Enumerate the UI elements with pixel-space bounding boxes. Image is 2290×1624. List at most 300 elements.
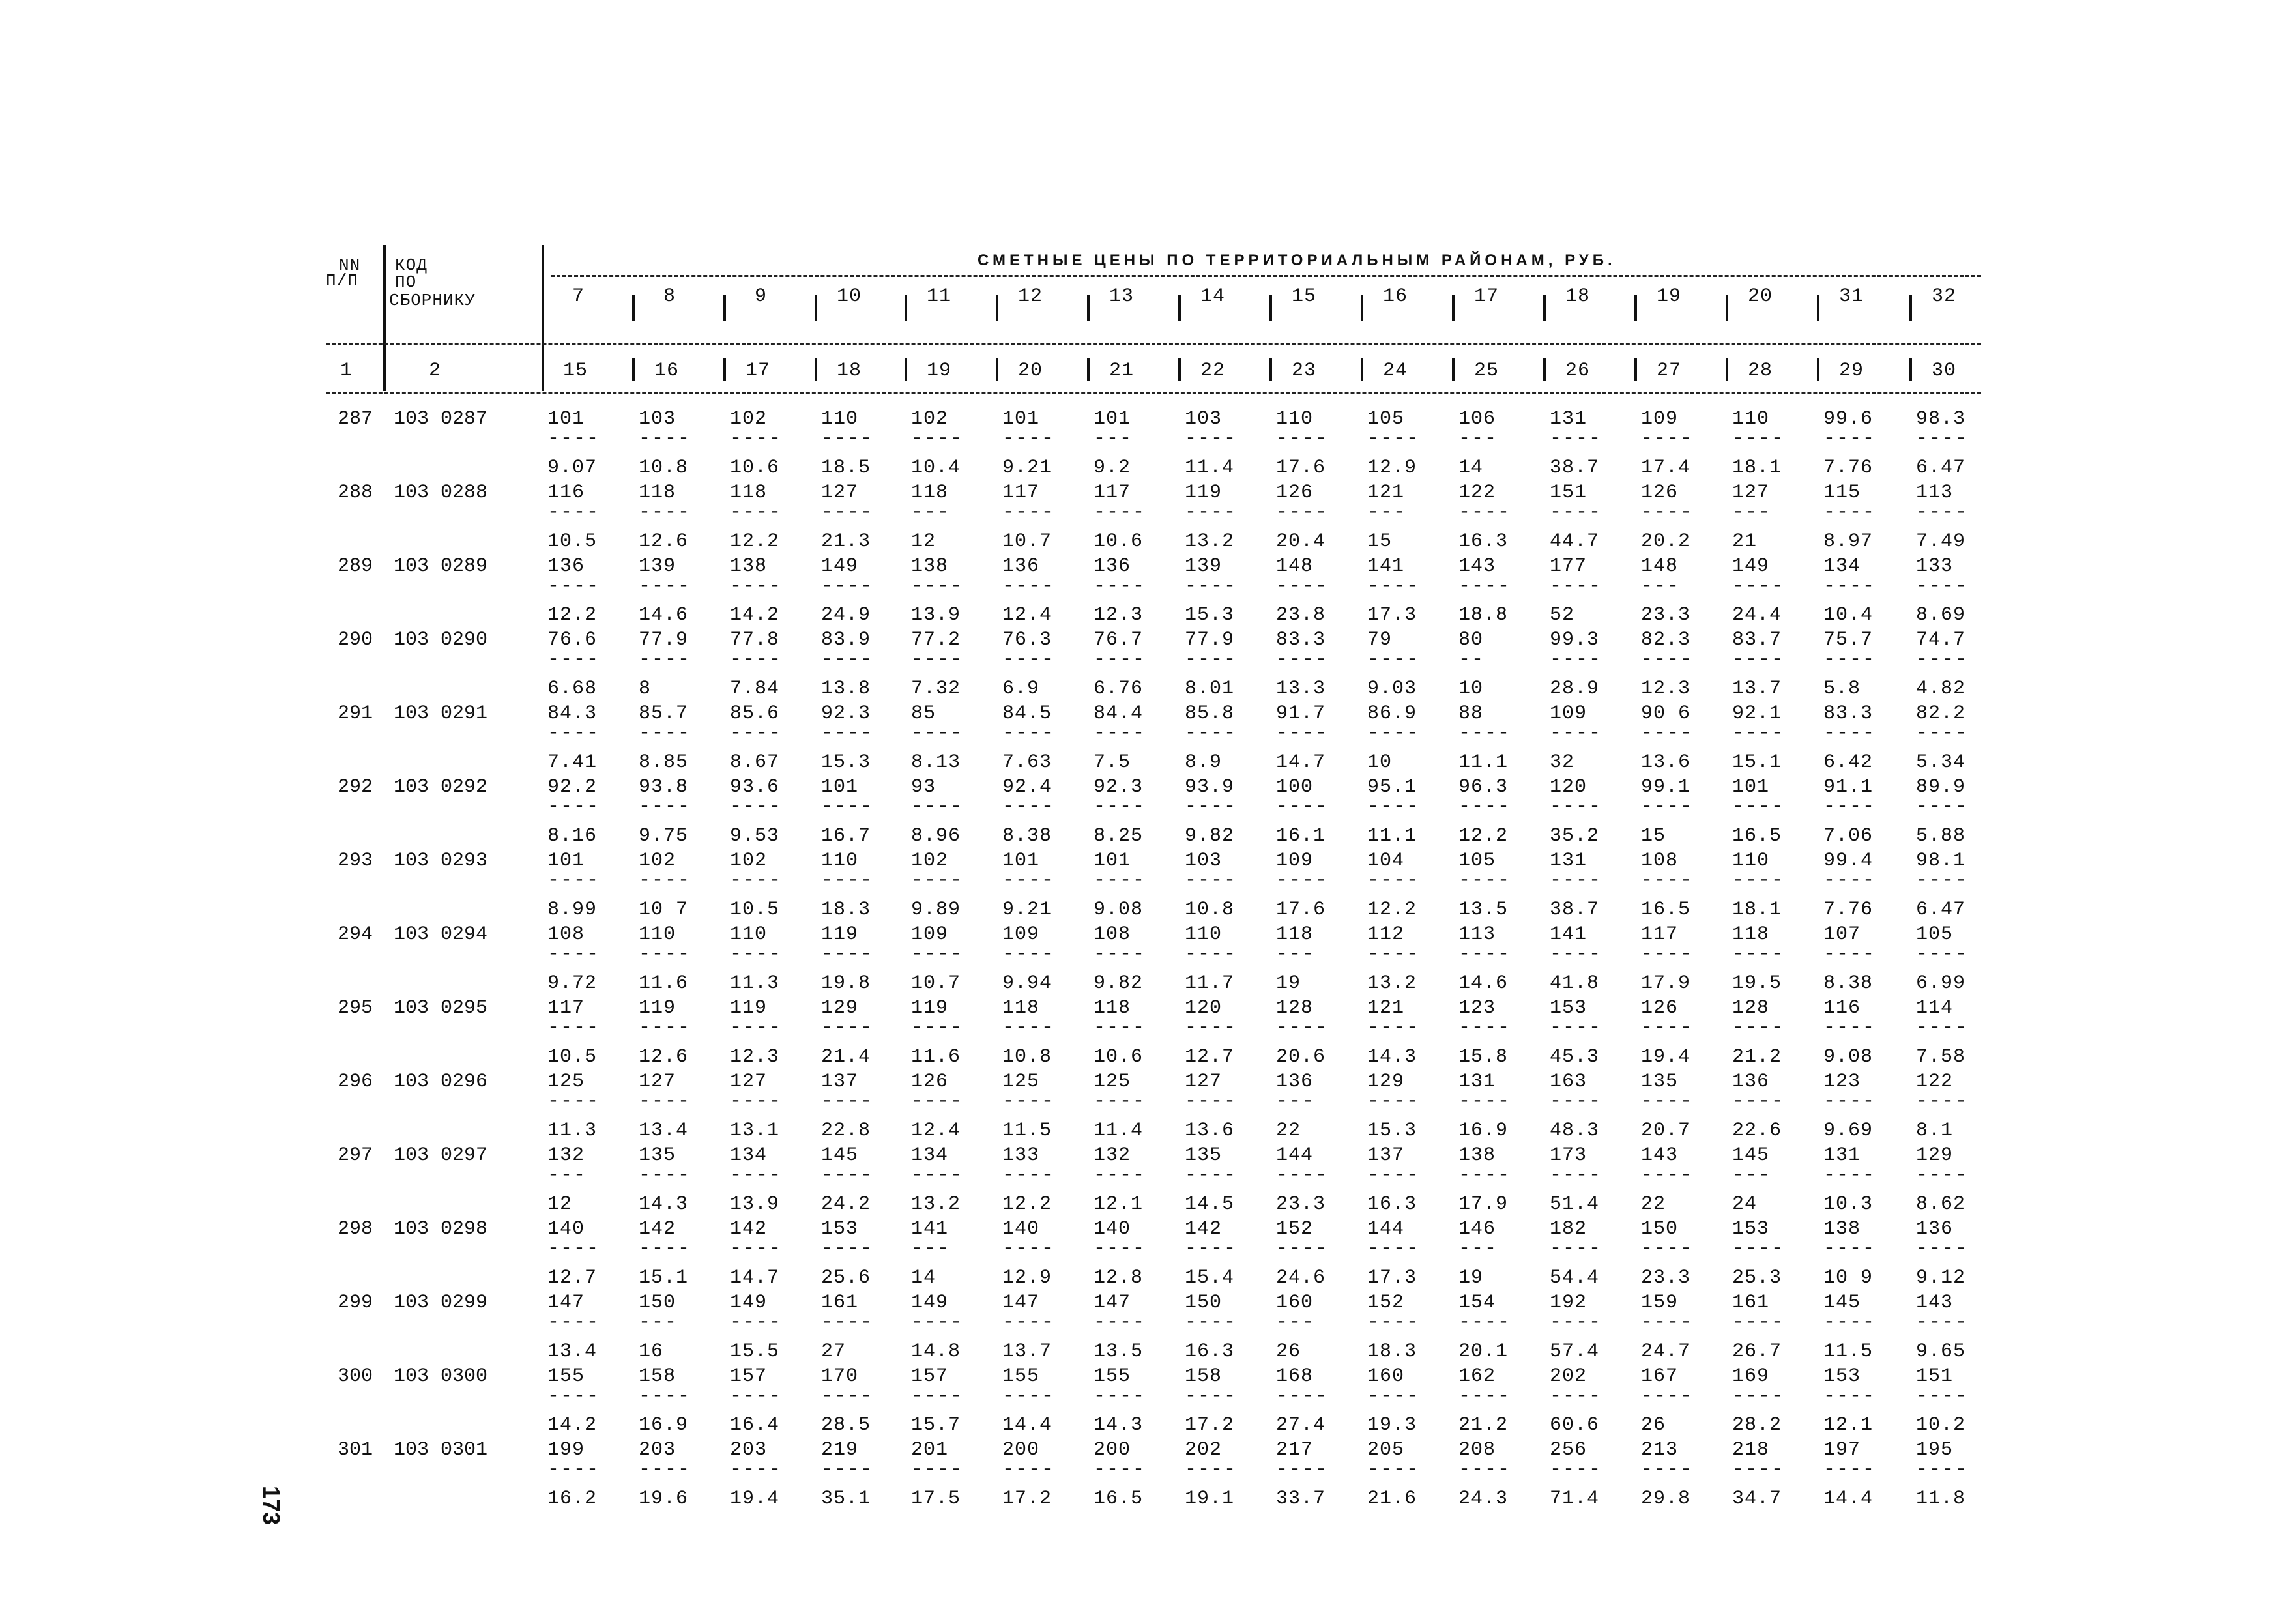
price-cell-lower: 8.25 — [1094, 825, 1144, 847]
cell-divider: ---- — [547, 501, 600, 523]
price-cell-lower: 8.97 — [1823, 530, 1874, 553]
price-cell: 122 — [1458, 482, 1496, 504]
column-separator — [1269, 295, 1272, 321]
cell-divider: --- — [547, 1164, 587, 1186]
price-cell: 151 — [1550, 482, 1587, 504]
price-cell-lower: 9.21 — [1002, 899, 1052, 921]
column-index: 16 — [654, 360, 680, 382]
price-cell-lower: 9.53 — [730, 825, 780, 847]
price-cell-lower: 15 — [1367, 530, 1393, 553]
cell-divider: ---- — [1094, 1017, 1146, 1039]
column-index: 18 — [837, 360, 862, 382]
price-cell-lower: 15.5 — [730, 1341, 780, 1363]
cell-divider: ---- — [1916, 575, 1969, 597]
cell-divider: ---- — [547, 648, 600, 671]
header-code-line3: СБОРНИКУ — [389, 291, 476, 310]
price-cell-lower: 27 — [821, 1341, 847, 1363]
price-cell: 128 — [1732, 997, 1770, 1019]
price-cell-lower: 5.34 — [1916, 751, 1966, 774]
price-cell: 256 — [1550, 1439, 1587, 1461]
price-cell-lower: 38.7 — [1550, 457, 1600, 479]
price-cell-lower: 23.3 — [1641, 1267, 1691, 1289]
price-cell-lower: 7.41 — [547, 751, 598, 774]
cell-divider: ---- — [1002, 428, 1055, 450]
cell-divider: ---- — [1185, 648, 1238, 671]
cell-divider: ---- — [1367, 869, 1420, 892]
price-cell: 145 — [1732, 1144, 1770, 1167]
cell-divider: ---- — [730, 1385, 783, 1407]
cell-divider: ---- — [1641, 648, 1694, 671]
price-cell: 177 — [1550, 555, 1587, 577]
price-cell: 121 — [1367, 482, 1405, 504]
price-cell: 131 — [1823, 1144, 1861, 1167]
price-cell-lower: 15.3 — [821, 751, 871, 774]
column-separator — [1726, 295, 1728, 321]
price-cell-lower: 13.1 — [730, 1120, 780, 1142]
cell-divider: ---- — [1916, 796, 1969, 818]
price-cell-lower: 10.8 — [1002, 1046, 1052, 1068]
price-cell-lower: 27.4 — [1276, 1414, 1326, 1436]
price-cell: 161 — [1732, 1292, 1770, 1314]
cell-divider: ---- — [1002, 648, 1055, 671]
page-number: 173 — [258, 1486, 285, 1526]
row-code: 103 0288 — [394, 482, 488, 504]
price-cell: 118 — [639, 482, 676, 504]
cell-divider: ---- — [1550, 796, 1602, 818]
district-number: 19 — [1657, 285, 1682, 308]
cell-divider: --- — [1276, 943, 1316, 965]
cell-divider: ---- — [1823, 943, 1876, 965]
district-number: 11 — [927, 285, 952, 308]
price-cell: 118 — [730, 482, 768, 504]
cell-divider: ---- — [821, 501, 874, 523]
price-cell-lower: 12.3 — [1094, 604, 1144, 626]
price-cell: 125 — [1002, 1071, 1040, 1093]
price-cell-lower: 16.9 — [639, 1414, 689, 1436]
cell-divider: ---- — [1458, 1164, 1511, 1186]
cell-divider: ---- — [911, 1311, 964, 1333]
cell-divider: ---- — [547, 1385, 600, 1407]
price-cell: 154 — [1458, 1292, 1496, 1314]
price-cell: 205 — [1367, 1439, 1405, 1461]
price-cell-lower: 25.6 — [821, 1267, 871, 1289]
cell-divider: ---- — [1916, 722, 1969, 744]
price-cell-lower: 28.5 — [821, 1414, 871, 1436]
price-cell-lower: 14.3 — [1094, 1414, 1144, 1436]
price-cell: 136 — [1094, 555, 1131, 577]
price-cell: 137 — [821, 1071, 859, 1093]
price-cell-lower: 12.3 — [1641, 678, 1691, 700]
price-cell: 140 — [1002, 1218, 1040, 1240]
price-cell-lower: 15 — [1641, 825, 1666, 847]
price-cell: 101 — [1732, 776, 1770, 798]
cell-divider: ---- — [1276, 648, 1329, 671]
price-cell: 151 — [1916, 1365, 1954, 1387]
price-cell-lower: 22.8 — [821, 1120, 871, 1142]
price-cell: 77.9 — [1185, 629, 1235, 651]
cell-divider: ---- — [911, 1385, 964, 1407]
price-cell: 157 — [730, 1365, 768, 1387]
cell-divider: ---- — [1823, 722, 1876, 744]
price-cell-lower: 13.9 — [911, 604, 961, 626]
cell-divider: ---- — [1094, 575, 1146, 597]
price-cell: 96.3 — [1458, 776, 1509, 798]
cell-divider: ---- — [1916, 1017, 1969, 1039]
cell-divider: ---- — [1641, 869, 1694, 892]
price-cell: 143 — [1458, 555, 1496, 577]
price-cell-lower: 44.7 — [1550, 530, 1600, 553]
column-index: 28 — [1748, 360, 1773, 382]
price-cell-lower: 51.4 — [1550, 1193, 1600, 1215]
price-cell-lower: 13.3 — [1276, 678, 1326, 700]
cell-divider: --- — [1641, 575, 1681, 597]
price-cell: 143 — [1916, 1292, 1954, 1314]
price-cell: 90 6 — [1641, 703, 1691, 725]
price-cell: 83.9 — [821, 629, 871, 651]
row-code: 103 0290 — [394, 629, 488, 651]
price-cell-lower: 12.1 — [1823, 1414, 1874, 1436]
price-cell: 135 — [1641, 1071, 1679, 1093]
cell-divider: ---- — [547, 722, 600, 744]
price-cell: 101 — [821, 776, 859, 798]
cell-divider: ---- — [1185, 501, 1238, 523]
price-cell: 129 — [1367, 1071, 1405, 1093]
cell-divider: ---- — [639, 1164, 691, 1186]
price-cell-lower: 16.3 — [1185, 1341, 1235, 1363]
price-cell-lower: 18.1 — [1732, 457, 1782, 479]
price-cell-lower: 8.96 — [911, 825, 961, 847]
cell-divider: ---- — [639, 1458, 691, 1481]
price-cell: 141 — [1550, 923, 1587, 946]
cell-divider: ---- — [1823, 1164, 1876, 1186]
price-cell: 117 — [547, 997, 585, 1019]
price-cell: 102 — [730, 850, 768, 872]
column-index: 27 — [1657, 360, 1682, 382]
price-cell-lower: 10.7 — [1002, 530, 1052, 553]
column-separator — [1269, 358, 1272, 381]
price-cell-lower: 12.4 — [911, 1120, 961, 1142]
district-number: 20 — [1748, 285, 1773, 308]
price-cell: 192 — [1550, 1292, 1587, 1314]
price-cell-lower: 8.01 — [1185, 678, 1235, 700]
price-cell-lower: 12.8 — [1094, 1267, 1144, 1289]
cell-divider: ---- — [1641, 1238, 1694, 1260]
cell-divider: ---- — [1094, 1458, 1146, 1481]
cell-divider: ---- — [1823, 796, 1876, 818]
price-cell-lower: 9.03 — [1367, 678, 1417, 700]
price-cell-lower: 12.9 — [1002, 1267, 1052, 1289]
price-cell: 106 — [1458, 408, 1496, 430]
price-cell-lower: 9.89 — [911, 899, 961, 921]
price-cell: 138 — [730, 555, 768, 577]
price-cell-lower: 22 — [1641, 1193, 1666, 1215]
price-cell: 153 — [1550, 997, 1587, 1019]
cell-divider: ---- — [547, 1238, 600, 1260]
price-cell: 202 — [1185, 1439, 1223, 1461]
header-rule — [326, 392, 1981, 394]
district-number: 15 — [1292, 285, 1317, 308]
price-cell-lower: 18.5 — [821, 457, 871, 479]
price-cell: 217 — [1276, 1439, 1314, 1461]
price-cell: 148 — [1276, 555, 1314, 577]
price-cell-lower: 57.4 — [1550, 1341, 1600, 1363]
price-cell: 153 — [1823, 1365, 1861, 1387]
price-cell: 117 — [1641, 923, 1679, 946]
price-cell: 108 — [1094, 923, 1131, 946]
cell-divider: ---- — [1002, 1311, 1055, 1333]
cell-divider: ---- — [821, 1238, 874, 1260]
cell-divider: ---- — [821, 428, 874, 450]
cell-divider: ---- — [1002, 1164, 1055, 1186]
price-cell: 121 — [1367, 997, 1405, 1019]
price-cell: 110 — [1732, 850, 1770, 872]
cell-divider: ---- — [547, 1311, 600, 1333]
cell-divider: ---- — [1002, 1458, 1055, 1481]
price-cell: 208 — [1458, 1439, 1496, 1461]
row-code: 103 0289 — [394, 555, 488, 577]
price-cell: 169 — [1732, 1365, 1770, 1387]
price-cell-lower: 22.6 — [1732, 1120, 1782, 1142]
cell-divider: --- — [1458, 428, 1498, 450]
cell-divider: ---- — [1276, 796, 1329, 818]
row-code: 103 0298 — [394, 1218, 488, 1240]
price-cell: 104 — [1367, 850, 1405, 872]
cell-divider: ---- — [547, 1017, 600, 1039]
price-cell: 82.3 — [1641, 629, 1691, 651]
district-number: 16 — [1383, 285, 1408, 308]
price-cell-lower: 19.4 — [730, 1488, 780, 1510]
price-cell: 201 — [911, 1439, 949, 1461]
cell-divider: ---- — [1367, 1164, 1420, 1186]
row-code: 103 0300 — [394, 1365, 488, 1387]
price-cell-lower: 14.5 — [1185, 1193, 1235, 1215]
cell-divider: ---- — [911, 1458, 964, 1481]
cell-divider: --- — [911, 501, 951, 523]
cell-divider: --- — [1276, 1311, 1316, 1333]
price-cell: 119 — [639, 997, 676, 1019]
cell-divider: ---- — [1276, 501, 1329, 523]
price-cell-lower: 24.4 — [1732, 604, 1782, 626]
district-number: 8 — [663, 285, 676, 308]
column-separator — [1726, 358, 1728, 381]
price-cell: 108 — [547, 923, 585, 946]
price-cell-lower: 10.7 — [911, 972, 961, 994]
price-cell: 91.1 — [1823, 776, 1874, 798]
price-cell: 203 — [639, 1439, 676, 1461]
price-cell: 122 — [1916, 1071, 1954, 1093]
cell-divider: ---- — [730, 1311, 783, 1333]
price-cell-lower: 21.2 — [1732, 1046, 1782, 1068]
cell-divider: ---- — [1550, 1311, 1602, 1333]
price-cell-lower: 20.6 — [1276, 1046, 1326, 1068]
column-separator — [723, 358, 726, 381]
price-cell: 126 — [1641, 997, 1679, 1019]
row-number: 295 — [338, 997, 373, 1019]
price-cell: 145 — [1823, 1292, 1861, 1314]
price-cell-lower: 38.7 — [1550, 899, 1600, 921]
cell-divider: ---- — [911, 1090, 964, 1112]
price-cell-lower: 21.3 — [821, 530, 871, 553]
cell-divider: ---- — [1276, 575, 1329, 597]
price-cell: 110 — [639, 923, 676, 946]
price-cell: 157 — [911, 1365, 949, 1387]
price-cell-lower: 19.5 — [1732, 972, 1782, 994]
price-cell: 91.7 — [1276, 703, 1326, 725]
cell-divider: ---- — [730, 869, 783, 892]
price-cell-lower: 15.8 — [1458, 1046, 1509, 1068]
cell-divider: ---- — [1732, 1311, 1785, 1333]
row-number: 294 — [338, 923, 373, 946]
price-cell: 112 — [1367, 923, 1405, 946]
cell-divider: ---- — [1276, 1458, 1329, 1481]
row-number: 297 — [338, 1144, 373, 1167]
column-separator — [723, 295, 726, 321]
cell-divider: ---- — [1185, 1458, 1238, 1481]
cell-divider: ---- — [1185, 1017, 1238, 1039]
price-cell-lower: 12.3 — [730, 1046, 780, 1068]
cell-divider: ---- — [1823, 869, 1876, 892]
cell-divider: ---- — [1732, 1017, 1785, 1039]
column-index: 22 — [1200, 360, 1226, 382]
cell-divider: ---- — [821, 1311, 874, 1333]
cell-divider: ---- — [1367, 648, 1420, 671]
price-cell: 131 — [1550, 850, 1587, 872]
price-cell-lower: 9.72 — [547, 972, 598, 994]
price-cell: 131 — [1550, 408, 1587, 430]
price-cell-lower: 24.2 — [821, 1193, 871, 1215]
price-cell: 110 — [821, 408, 859, 430]
price-cell-lower: 14 — [1458, 457, 1484, 479]
price-cell-lower: 8.38 — [1823, 972, 1874, 994]
price-cell-lower: 8 — [639, 678, 652, 700]
cell-divider: ---- — [1550, 1090, 1602, 1112]
price-cell-lower: 13.4 — [547, 1341, 598, 1363]
row-number: 293 — [338, 850, 373, 872]
cell-divider: ---- — [1458, 722, 1511, 744]
price-cell: 139 — [639, 555, 676, 577]
price-cell-lower: 8.16 — [547, 825, 598, 847]
column-separator — [1361, 358, 1363, 381]
column-separator — [632, 295, 635, 321]
price-cell-lower: 14.6 — [639, 604, 689, 626]
cell-divider: ---- — [1916, 1238, 1969, 1260]
price-cell: 141 — [911, 1218, 949, 1240]
price-cell: 105 — [1458, 850, 1496, 872]
price-cell: 136 — [1732, 1071, 1770, 1093]
cell-divider: ---- — [1916, 1164, 1969, 1186]
row-code: 103 0291 — [394, 703, 488, 725]
cell-divider: ---- — [730, 575, 783, 597]
price-cell: 123 — [1458, 997, 1496, 1019]
price-cell-lower: 11.5 — [1823, 1341, 1874, 1363]
cell-divider: --- — [1367, 501, 1407, 523]
cell-divider: ---- — [1185, 722, 1238, 744]
price-cell-lower: 52 — [1550, 604, 1575, 626]
price-cell: 95.1 — [1367, 776, 1417, 798]
price-cell-lower: 11.6 — [639, 972, 689, 994]
price-cell: 92.3 — [1094, 776, 1144, 798]
cell-divider: ---- — [547, 575, 600, 597]
price-cell-lower: 13.7 — [1732, 678, 1782, 700]
price-cell: 118 — [911, 482, 949, 504]
price-cell: 200 — [1002, 1439, 1040, 1461]
column-separator — [1817, 295, 1819, 321]
price-cell-lower: 17.3 — [1367, 604, 1417, 626]
column-separator — [1817, 358, 1819, 381]
price-cell: 101 — [547, 408, 585, 430]
price-cell-lower: 13.8 — [821, 678, 871, 700]
cell-divider: ---- — [1094, 1164, 1146, 1186]
cell-divider: ---- — [639, 501, 691, 523]
price-cell-lower: 11.1 — [1367, 825, 1417, 847]
price-cell-lower: 14.8 — [911, 1341, 961, 1363]
index-col-2: 2 — [429, 360, 442, 382]
price-cell: 163 — [1550, 1071, 1587, 1093]
price-cell: 127 — [1732, 482, 1770, 504]
price-cell: 109 — [1276, 850, 1314, 872]
column-index: 30 — [1932, 360, 1957, 382]
price-cell-lower: 23.8 — [1276, 604, 1326, 626]
cell-divider: ---- — [1367, 575, 1420, 597]
column-separator — [1087, 295, 1090, 321]
price-cell: 150 — [639, 1292, 676, 1314]
cell-divider: ---- — [639, 1090, 691, 1112]
column-index: 26 — [1565, 360, 1591, 382]
price-cell: 149 — [730, 1292, 768, 1314]
cell-divider: ---- — [730, 501, 783, 523]
price-cell-lower: 12.2 — [1367, 899, 1417, 921]
cell-divider: ---- — [1458, 943, 1511, 965]
district-number: 14 — [1200, 285, 1226, 308]
price-cell: 133 — [1916, 555, 1954, 577]
price-cell-lower: 7.5 — [1094, 751, 1131, 774]
price-cell: 83.3 — [1823, 703, 1874, 725]
cell-divider: ---- — [1550, 1164, 1602, 1186]
header-nn-line2: П/П — [326, 271, 358, 291]
price-cell-lower: 8.9 — [1185, 751, 1223, 774]
cell-divider: ---- — [1916, 943, 1969, 965]
price-cell-lower: 26.7 — [1732, 1341, 1782, 1363]
price-cell-lower: 6.9 — [1002, 678, 1040, 700]
price-cell: 155 — [1002, 1365, 1040, 1387]
price-cell: 153 — [821, 1218, 859, 1240]
price-cell: 148 — [1641, 555, 1679, 577]
price-cell-lower: 17.9 — [1458, 1193, 1509, 1215]
price-cell-lower: 20.1 — [1458, 1341, 1509, 1363]
price-cell: 141 — [1367, 555, 1405, 577]
price-cell: 101 — [1094, 850, 1131, 872]
column-separator — [996, 358, 998, 381]
price-cell-lower: 13.2 — [1367, 972, 1417, 994]
cell-divider: ---- — [1367, 1017, 1420, 1039]
column-separator — [1178, 295, 1181, 321]
cell-divider: ---- — [1732, 869, 1785, 892]
cell-divider: ---- — [639, 722, 691, 744]
price-cell: 147 — [1002, 1292, 1040, 1314]
price-cell-lower: 34.7 — [1732, 1488, 1782, 1510]
cell-divider: ---- — [1094, 501, 1146, 523]
cell-divider: ---- — [1185, 428, 1238, 450]
price-cell-lower: 12.6 — [639, 530, 689, 553]
price-cell-lower: 8.85 — [639, 751, 689, 774]
price-cell-lower: 18.8 — [1458, 604, 1509, 626]
price-cell-lower: 12.2 — [730, 530, 780, 553]
price-cell-lower: 17.9 — [1641, 972, 1691, 994]
price-cell: 126 — [1641, 482, 1679, 504]
price-cell: 120 — [1550, 776, 1587, 798]
price-cell-lower: 10.6 — [1094, 1046, 1144, 1068]
price-cell-lower: 10.5 — [547, 530, 598, 553]
